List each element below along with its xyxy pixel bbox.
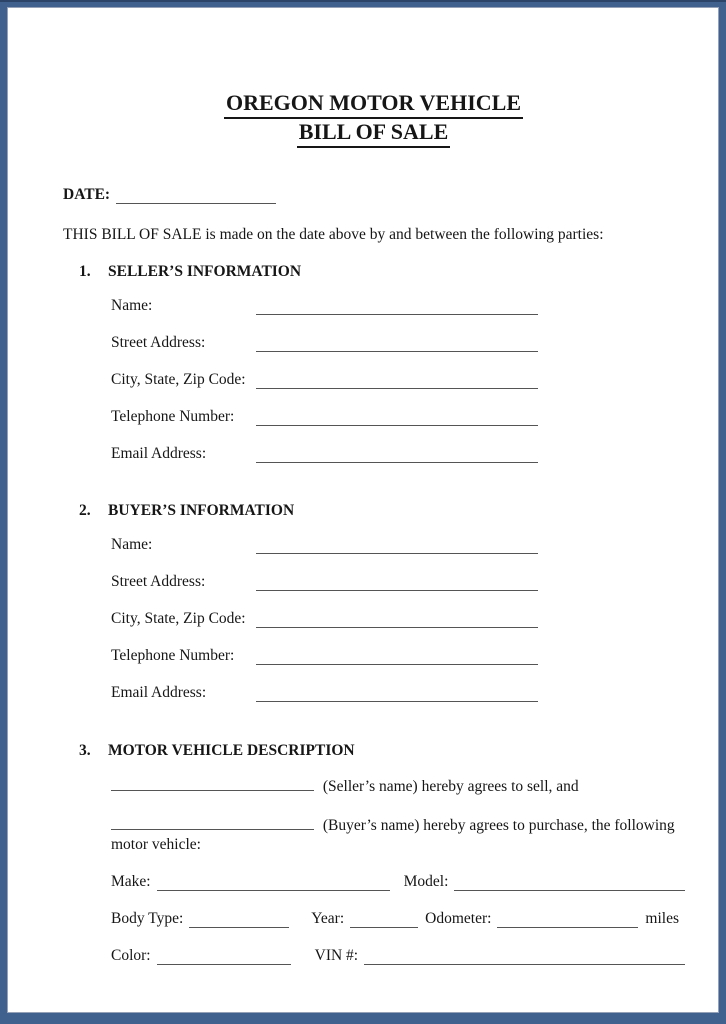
- field-row-seller-city-state-zip: [111, 370, 538, 389]
- body-type-field-line[interactable]: [189, 909, 289, 928]
- seller-email-label: Email Address:: [111, 445, 207, 462]
- odometer-field-line[interactable]: [497, 909, 638, 928]
- buyer-street-field-line[interactable]: [256, 572, 538, 591]
- seller-name-field-line[interactable]: [256, 296, 538, 315]
- bill-of-sale-document: [7, 7, 719, 1013]
- document-title-line1: OREGON MOTOR VEHICLE: [224, 90, 523, 119]
- buyer-name-field-line[interactable]: [256, 535, 538, 554]
- document-title-line2: BILL OF SALE: [297, 119, 451, 148]
- buyer-agreement-line: [111, 815, 684, 854]
- vehicle-buyer-name-line[interactable]: [111, 815, 314, 830]
- section-title: SELLER’S INFORMATION: [108, 263, 302, 280]
- seller-agreement-line: [111, 776, 684, 796]
- buyer-street-label: Street Address:: [111, 573, 206, 590]
- buyer-telephone-label: Telephone Number:: [111, 647, 235, 664]
- buyer-fields: [111, 535, 538, 702]
- body-type-label: Body Type:: [111, 910, 184, 927]
- section-number: 3.: [79, 742, 91, 759]
- field-row-seller-street: [111, 333, 538, 352]
- make-label: Make:: [111, 873, 151, 890]
- field-row-seller-name: [111, 296, 538, 315]
- section-vehicle-description: [63, 741, 684, 965]
- section-seller-information: [63, 262, 684, 463]
- field-row-seller-email: [111, 444, 538, 463]
- buyer-city-state-zip-field-line[interactable]: [256, 609, 538, 628]
- section-number: 2.: [79, 502, 91, 519]
- seller-street-field-line[interactable]: [256, 333, 538, 352]
- vehicle-row-body-year-odometer: [111, 909, 685, 928]
- vehicle-row-make-model: [111, 872, 685, 891]
- field-row-buyer-city-state-zip: [111, 609, 538, 628]
- vehicle-seller-name-line[interactable]: [111, 776, 314, 791]
- vin-field-line[interactable]: [364, 946, 685, 965]
- buyer-name-label: Name:: [111, 536, 153, 553]
- odometer-label: Odometer:: [425, 910, 492, 927]
- section-heading-vehicle: [79, 741, 684, 760]
- field-row-seller-telephone: [111, 407, 538, 426]
- date-label: DATE:: [63, 186, 111, 203]
- field-row-buyer-name: [111, 535, 538, 554]
- buyer-email-field-line[interactable]: [256, 683, 538, 702]
- section-buyer-information: [63, 501, 684, 702]
- section-title: BUYER’S INFORMATION: [108, 502, 295, 519]
- vin-label: VIN #:: [314, 947, 359, 964]
- make-field-line[interactable]: [157, 872, 390, 891]
- intro-statement: THIS BILL OF SALE is made on the date above by and between the following parties:: [63, 226, 604, 243]
- section-number: 1.: [79, 263, 91, 280]
- seller-name-label: Name:: [111, 297, 153, 314]
- section-heading-buyer: [79, 501, 684, 520]
- buyer-telephone-field-line[interactable]: [256, 646, 538, 665]
- color-label: Color:: [111, 947, 151, 964]
- field-row-buyer-telephone: [111, 646, 538, 665]
- buyer-email-label: Email Address:: [111, 684, 207, 701]
- year-field-line[interactable]: [350, 909, 418, 928]
- seller-telephone-label: Telephone Number:: [111, 408, 235, 425]
- color-field-line[interactable]: [157, 946, 291, 965]
- date-row: [63, 185, 684, 204]
- field-row-buyer-email: [111, 683, 538, 702]
- seller-email-field-line[interactable]: [256, 444, 538, 463]
- seller-city-state-zip-label: City, State, Zip Code:: [111, 371, 246, 388]
- buyer-city-state-zip-label: City, State, Zip Code:: [111, 610, 246, 627]
- vehicle-row-color-vin: [111, 946, 685, 965]
- section-heading-seller: [79, 262, 684, 281]
- year-label: Year:: [311, 910, 345, 927]
- seller-telephone-field-line[interactable]: [256, 407, 538, 426]
- seller-agreement-text: (Seller’s name) hereby agrees to sell, and: [322, 778, 579, 795]
- buyer-agreement-text-line1: (Buyer’s name) hereby agrees to purchase, the following: [322, 817, 675, 834]
- seller-city-state-zip-field-line[interactable]: [256, 370, 538, 389]
- section-title: MOTOR VEHICLE DESCRIPTION: [108, 742, 355, 759]
- buyer-agreement-text-line2: motor vehicle:: [111, 836, 201, 853]
- seller-street-label: Street Address:: [111, 334, 206, 351]
- field-row-buyer-street: [111, 572, 538, 591]
- model-label: Model:: [403, 873, 449, 890]
- seller-fields: [111, 296, 538, 463]
- date-field-line[interactable]: [116, 185, 276, 204]
- miles-unit-label: miles: [645, 910, 679, 927]
- model-field-line[interactable]: [454, 872, 685, 891]
- document-title: [63, 90, 684, 148]
